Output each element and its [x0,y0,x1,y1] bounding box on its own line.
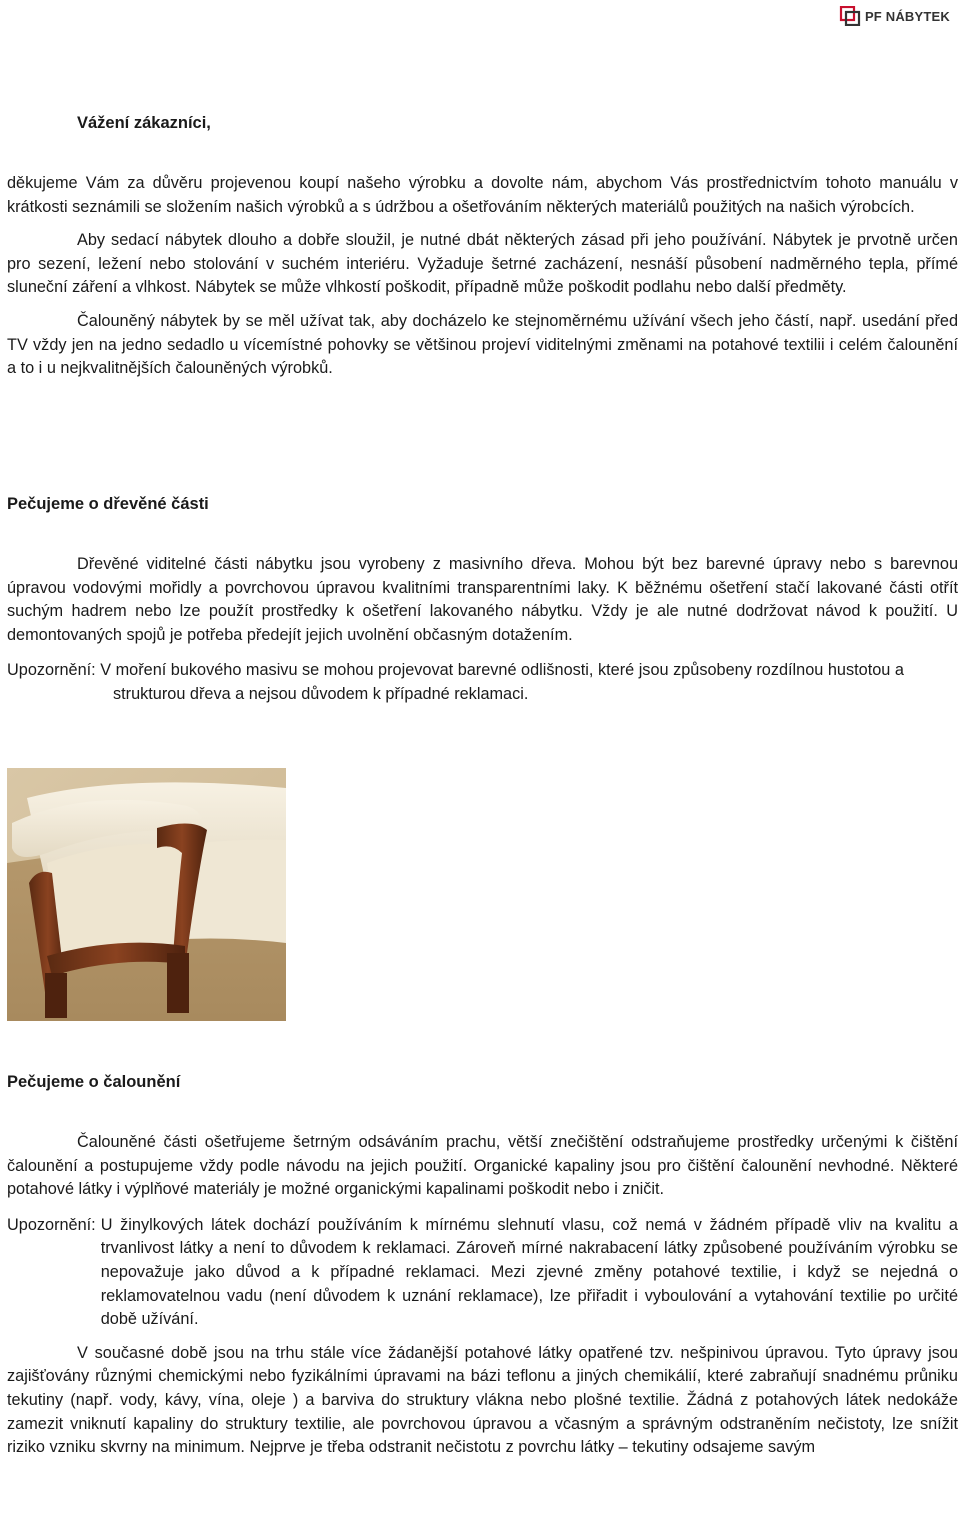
upholstery-warning-text: U žinylkových látek dochází používáním k mírnému slehnutí vlasu, což nemá v žádném případě vliv na kvalitu a trvanlivost látky a není to důvodem k reklamaci. Zároveň mírné nakrabacení látky způsobené používáním výrobku se nepovažuje jako důvod a k případné reklamaci. Mezi zjevné změny potahové textilie, i když se nejedná o reklamovatelnou vadu (není důvodem k uznání reklamace), lze přiřadit i vyboulování a vytahování textilie po určité době užívání. [100,1215,958,1329]
brand-name: PF NÁBYTEK [864,8,950,24]
brand-logo [839,6,950,26]
intro-paragraph-2: Aby sedací nábytek dlouho a dobře sloužil, je nutné dbát některých zásad při jeho používání. Nábytek je prvotně určen pro sezení, ležení nebo stolování v suchém interiéru. Vyžaduje šetrné zacházení, nesnáší působení nadměrného tepla, přímé sluneční záření a vlhkost. Nábytek se může vlhkostí poškodit, případně může poškodit podlahu nebo další předměty. [7,231,958,297]
intro-paragraph-1: děkujeme Vám za důvěru projevenou koupí našeho výrobku a dovolte nám, abychom Vás prostřednictvím tohoto manuálu v krátkosti seznámili se složením našich výrobků a s údržbou a ošetřováním některých materiálů použitých na našich výrobcích. [7,174,958,216]
intro-paragraph-3: Čalouněný nábytek by se měl užívat tak, aby docházelo ke stejnoměrnému užívání všech jeho částí, např. usedání před TV vždy jen na jedno sedadlo u vícemístné pohovky se většinou projeví viditelnými změnami na potahové textilii i celém čalounění a to i u nejkvalitnějších čalouněných výrobků. [7,311,958,378]
upholstery-section [7,1131,958,1460]
upholstery-warning-label: Upozornění: [7,1215,96,1234]
wood-section [7,553,958,707]
wood-heading: Pečujeme o dřevěné části [7,495,209,513]
greeting: Vážení zákazníci, [77,114,211,132]
pf-nabytek-logo-icon [839,6,861,26]
wood-paragraph: Dřevěné viditelné části nábytku jsou vyrobeny z masivního dřeva. Mohou být bez barevné úpravy nebo s barevnou úpravou vodovými mořidly a povrchovou úpravou kvalitními transparentními laky. K běžnému ošetření stačí lakované části otřít suchým hadrem nebo lze použít prostředky k ošetření lakovaného nábytku. Vždy je ale nutné dodržovat návod k použití. U demontovaných spojů je potřeba předejít jejich uvolnění občasným dotažením. [7,555,958,644]
wood-warning: Upozornění: V moření bukového masivu se mohou projevovat barevné odlišnosti, které jsou způsobeny rozdílnou hustotou a strukturou dřeva a nejsou důvodem k případné reklamaci. [7,661,904,703]
upholstery-final-paragraph: V současné době jsou na trhu stále více žádanější potahové látky opatřené tzv. nešpinivou úpravou. Tyto úpravy jsou zajišťovány různými chemickými nebo fyzikálními úpravami na bázi teflonu a jiných chemikálií, které zabraňují snadnému průniku tekutiny (např. vody, kávy, vína, oleje ) a barviva do struktury vlákna nebo plošné textilie. Žádná z potahových látek nedokáže zamezit vniknutí kapaliny do struktury textilie, ale povrchovou úpravou a včasným a správným odstraněním nečistoty, lze snížit riziko vzniku skvrny na minimum. Nejprve je třeba odstranit nečistotu z povrchu látky – tekutiny odsajeme savým [7,1343,958,1457]
upholstery-heading: Pečujeme o čalounění [7,1073,181,1091]
upholstery-paragraph: Čalouněné části ošetřujeme šetrným odsáváním prachu, větší znečištění odstraňujeme prostředky určenými k čištění čalounění a postupujeme vždy podle návodu na jejich použití. Organické kapaliny jsou pro čištění čalounění nevhodné. Některé potahové látky i výplňové materiály je možné organickými kapalinami poškodit nebo i zničit. [7,1133,958,1199]
upholstery-warning [7,1214,958,1332]
wooden-armchair-photo [7,768,286,1021]
intro-section [7,172,958,381]
